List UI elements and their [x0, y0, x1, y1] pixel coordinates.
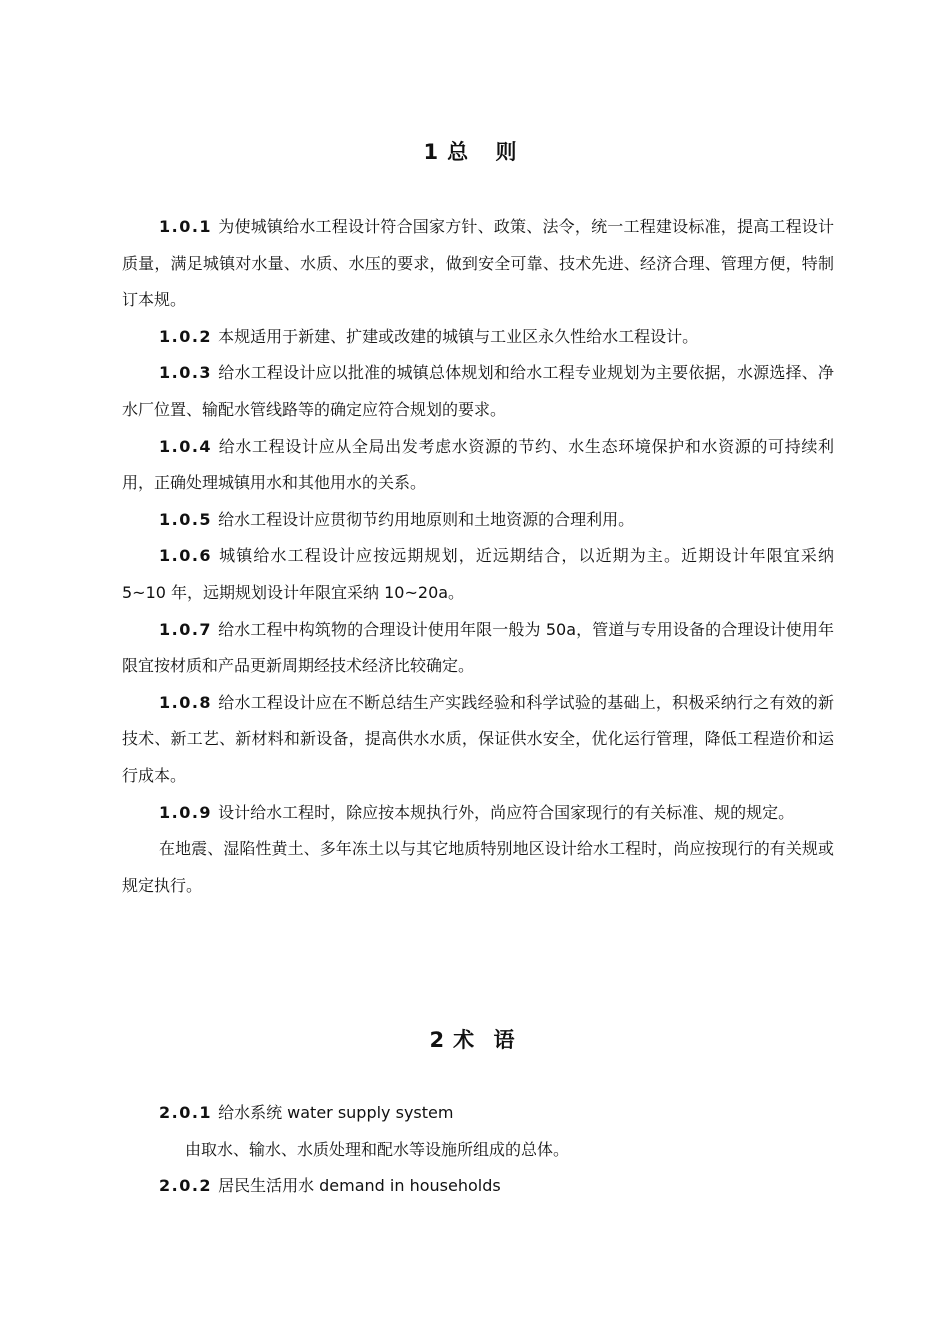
term-number: 2.0.2	[159, 1176, 213, 1196]
clause-number: 1.0.9	[159, 802, 213, 822]
term-2-0-1-definition: 由取水、输水、水质处理和配水等设施所组成的总体。	[185, 1139, 570, 1159]
clause-number: 1.0.1	[159, 217, 213, 236]
chapter-1-number: 1	[423, 140, 440, 164]
chapter-2-title	[0, 1024, 950, 1054]
term-2-0-2	[122, 1168, 834, 1205]
chapter-2-number: 2	[429, 1028, 446, 1052]
clause-1-0-5	[122, 502, 834, 539]
clause-1-0-4	[122, 429, 834, 502]
clause-1-0-6	[122, 538, 834, 611]
clause-number: 1.0.6	[159, 546, 213, 566]
clause-number: 1.0.5	[159, 509, 213, 529]
clause-1-0-9-supplement: 在地震、湿陷性黄土、多年冻土以与其它地质特别地区设计给水工程时，尚应按现行的有关规或规定执行。	[122, 839, 834, 895]
clause-text: 设计给水工程时，除应按本规执行外，尚应符合国家现行的有关标准、规的规定。	[218, 802, 795, 822]
clause-number: 1.0.3	[159, 363, 213, 383]
term-name: 居民生活用水 demand in households	[218, 1176, 501, 1196]
clause-text: 给水工程中构筑物的合理设计使用年限一般为 50a，管道与专用设备的合理设计使用年限宜按材质和产品更新周期经技术经济比较确定。	[122, 619, 834, 676]
clause-1-0-3	[122, 355, 834, 428]
clause-text: 为使城镇给水工程设计符合国家方针、政策、法令，统一工程建设标准，提高工程设计质量，满足城镇对水量、水质、水压的要求，做到安全可靠、技术先进、经济合理、管理方便，特制订本规。	[122, 217, 834, 310]
chapter-1-body	[122, 209, 834, 904]
chapter-1-title	[0, 136, 950, 166]
clause-text: 给水工程设计应在不断总结生产实践经验和科学试验的基础上，积极采纳行之有效的新技术、新工艺、新材料和新设备，提高供水水质，保证供水安全，优化运行管理，降低工程造价和运行成本。	[122, 692, 834, 785]
clause-1-0-9	[122, 795, 834, 832]
clause-1-0-2	[122, 319, 834, 356]
clause-text: 给水工程设计应贯彻节约用地原则和土地资源的合理利用。	[218, 509, 635, 529]
clause-1-0-1	[122, 209, 834, 319]
term-name: 给水系统 water supply system	[218, 1103, 454, 1122]
term-2-0-1	[122, 1095, 834, 1132]
clause-1-0-7	[122, 612, 834, 685]
clause-number: 1.0.4	[159, 436, 213, 456]
clause-text: 给水工程设计应以批准的城镇总体规划和给水工程专业规划为主要依据，水源选择、净水厂位置、输配水管线路等的确定应符合规划的要求。	[122, 363, 834, 419]
chapter-1-title-text: 总 则	[447, 140, 527, 164]
chapter-2-title-text: 术 语	[453, 1028, 521, 1052]
clause-text: 本规适用于新建、扩建或改建的城镇与工业区永久性给水工程设计。	[218, 326, 699, 346]
clause-number: 1.0.8	[159, 692, 213, 712]
clause-text: 给水工程设计应从全局出发考虑水资源的节约、水生态环境保护和水资源的可持续利用，正确处理城镇用水和其他用水的关系。	[122, 436, 834, 493]
clause-text: 城镇给水工程设计应按远期规划，近远期结合，以近期为主。近期设计年限宜采纳 5~10 年，远期规划设计年限宜采纳 10~20a。	[122, 546, 834, 602]
clause-number: 1.0.2	[159, 326, 213, 346]
chapter-2-body	[122, 1095, 834, 1205]
clause-1-0-8	[122, 685, 834, 795]
clause-number: 1.0.7	[159, 619, 213, 639]
term-number: 2.0.1	[159, 1103, 213, 1122]
